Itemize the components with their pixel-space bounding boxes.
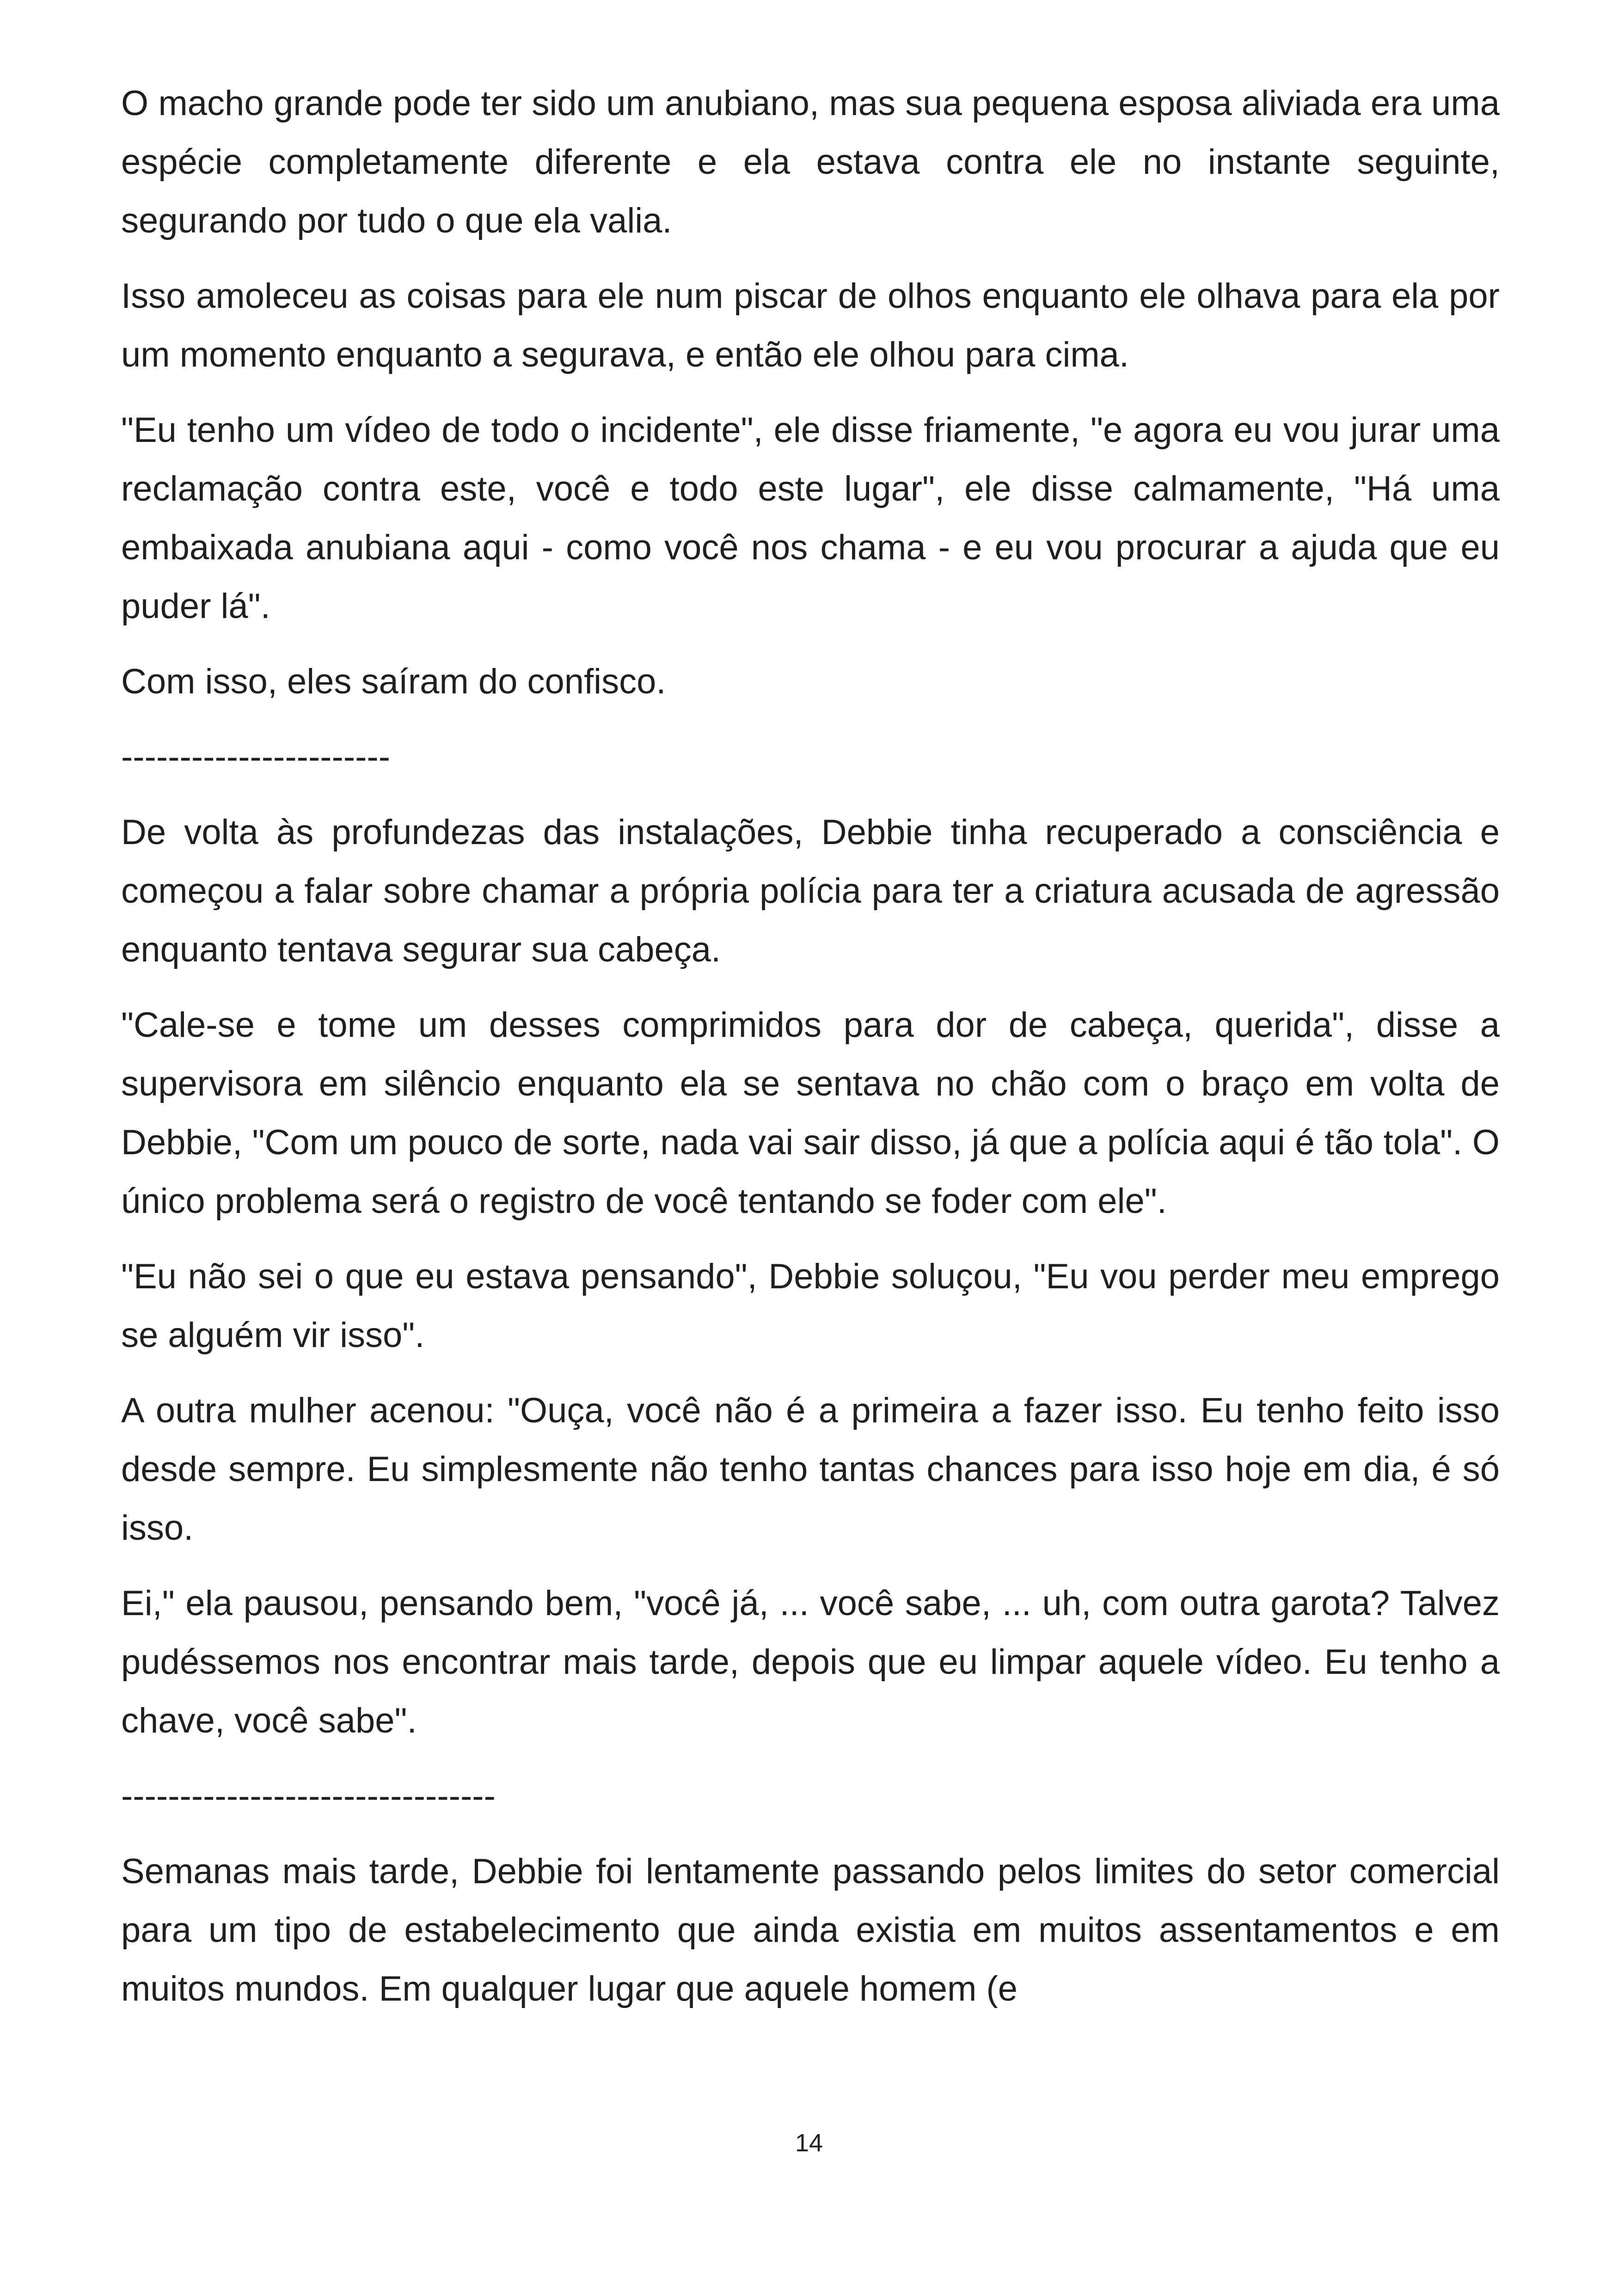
text-column bbox=[121, 74, 1500, 2035]
paragraph: Semanas mais tarde, Debbie foi lentamente passando pelos limites do setor comercial para um tipo de estabelecimento que ainda existia em muitos assentamentos e em muitos mundos. Em qualquer lugar que aquele homem (e bbox=[121, 1852, 1500, 2008]
paragraph: "Eu tenho um vídeo de todo o incidente", ele disse friamente, "e agora eu vou jurar uma reclamação contra este, você e todo este lugar", ele disse calmamente, "Há uma embaixada anubiana aqui - como você nos chama - e eu vou procurar a ajuda que eu puder lá". bbox=[121, 410, 1500, 626]
paragraph: "Cale-se e tome um desses comprimidos para dor de cabeça, querida", disse a supervisora em silêncio enquanto ela se sentava no chão com o braço em volta de Debbie, "Com um pouco de sorte, nada vai sair disso, já que a polícia aqui é tão tola". O único problema será o registro de você tentando se foder com ele". bbox=[121, 1005, 1500, 1221]
section-separator: ----------------------- bbox=[121, 737, 391, 777]
page-number: 14 bbox=[795, 2129, 823, 2157]
paragraph: "Eu não sei o que eu estava pensando", Debbie soluçou, "Eu vou perder meu emprego se alguém vir isso". bbox=[121, 1257, 1500, 1355]
paragraph: De volta às profundezas das instalações, Debbie tinha recuperado a consciência e começou a falar sobre chamar a própria polícia para ter a criatura acusada de agressão enquanto tentava segurar sua cabeça. bbox=[121, 813, 1500, 969]
paragraph: A outra mulher acenou: "Ouça, você não é a primeira a fazer isso. Eu tenho feito isso desde sempre. Eu simplesmente não tenho tantas chances para isso hoje em dia, é só isso. bbox=[121, 1391, 1500, 1548]
paragraph: Com isso, eles saíram do confisco. bbox=[121, 662, 666, 701]
paragraph: O macho grande pode ter sido um anubiano, mas sua pequena esposa aliviada era uma espécie completamente diferente e ela estava contra ele no instante seguinte, segurando por tudo o que ela valia. bbox=[121, 84, 1500, 240]
paragraph: Isso amoleceu as coisas para ele num piscar de olhos enquanto ele olhava para ela por um momento enquanto a segurava, e então ele olhou para cima. bbox=[121, 276, 1500, 374]
section-separator: -------------------------------- bbox=[121, 1776, 496, 1816]
paragraph: Ei," ela pausou, pensando bem, "você já, ... você sabe, ... uh, com outra garota? Talvez pudéssemos nos encontrar mais tarde, depois que eu limpar aquele vídeo. Eu tenho a chave, você sabe". bbox=[121, 1584, 1500, 1740]
